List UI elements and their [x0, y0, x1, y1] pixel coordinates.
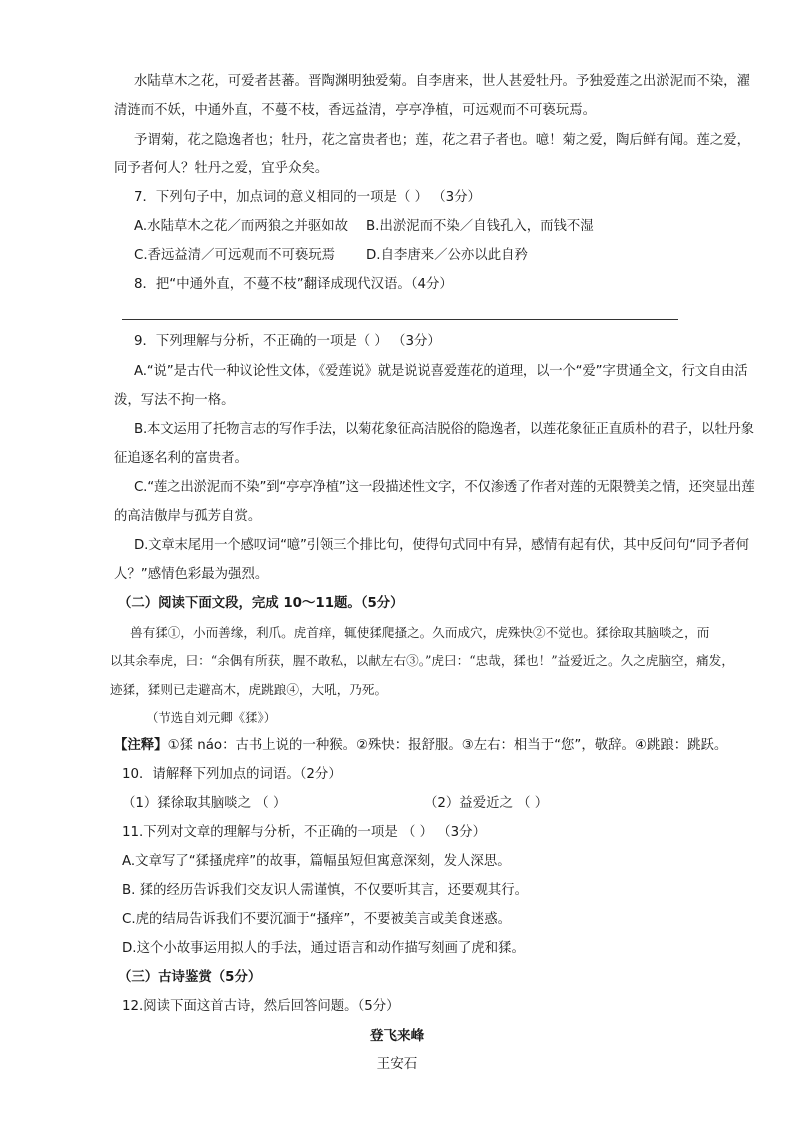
question-12-stem: 12.阅读下面这首古诗，然后回答问题。（5分）	[122, 999, 400, 1014]
annotation-text: ①猱 náo：古书上说的一种猴。②殊快：报舒服。③左右：相当于“您”，敬辞。④跳踉：跳跃。	[167, 738, 728, 753]
question-10-item-1: （1）猱徐取其脑啖之 （ ）	[122, 796, 287, 811]
passage-paragraph-2-line-2: 同予者何人？牡丹之爱，宜乎众矣。	[114, 161, 329, 176]
question-7-option-a: A.水陆草木之花／而两狼之并驱如故	[134, 219, 349, 234]
classical-passage-line-3: 迹猱，猱则已走避高木，虎跳踉④，大吼，乃死。	[110, 682, 388, 697]
question-9-stem: 9．下列理解与分析，不正确的一项是（ ） （3分）	[134, 334, 441, 349]
question-7-option-d: D.自李唐来／公亦以此自矜	[366, 248, 528, 263]
question-10-item-2: （2）益爱近之 （ ）	[424, 796, 549, 811]
question-11-option-c: C.虎的结局告诉我们不要沉湎于“搔痒”，不要被美言或美食迷惑。	[122, 912, 512, 927]
passage-source: （节选自刘元卿《猱》）	[146, 710, 277, 725]
question-9-option-d-line-2: 人？”感情色彩最为强烈。	[114, 567, 269, 582]
passage-paragraph-1-line-2: 清涟而不妖，中通外直，不蔓不枝，香远益清，亭亭净植，可远观而不可亵玩焉。	[114, 103, 597, 118]
question-9-option-a-line-1: A.“说”是古代一种议论性文体，《爱莲说》就是说说喜爱莲花的道理，以一个“爱”字贯通全文，行文自由活	[134, 364, 748, 379]
question-9-option-c-line-1: C.“莲之出淤泥而不染”到“亭亭净植”这一段描述性文字，不仅渗透了作者对莲的无限赞美之情，还突显出莲	[134, 480, 755, 495]
question-7-option-c: C.香远益清／可远观而不可亵玩焉	[134, 248, 336, 263]
question-9-option-b-line-1: B.本文运用了托物言志的写作手法，以菊花象征高洁脱俗的隐逸者，以莲花象征正直质朴的君子，以牡丹象	[134, 422, 754, 437]
question-10-stem: 10．请解释下列加点的词语。（2分）	[122, 767, 342, 782]
classical-passage-line-2: 以其余奉虎，曰：“余偶有所获，腥不敢私，以献左右③。”虎曰：“忠哉，猱也！”益爱近之。久之虎脑空，痛发，	[110, 653, 734, 668]
question-8-stem: 8．把“中通外直，不蔓不枝”翻译成现代汉语。（4分）	[134, 277, 453, 292]
classical-passage-line-1: 兽有猱①，小而善缘，利爪。虎首痒，辄使猱爬搔之。久而成穴，虎殊快②不觉也。猱徐取其脑啖之，而	[130, 625, 710, 640]
question-11-option-d: D.这个小故事运用拟人的手法，通过语言和动作描写刻画了虎和猱。	[122, 941, 525, 956]
section-2-heading: （二）阅读下面文段，完成 10～11题。（5分）	[118, 596, 404, 611]
poem-author: 王安石	[376, 1056, 418, 1072]
annotation-label: 【注释】	[114, 738, 168, 753]
question-11-option-a: A.文章写了“猱搔虎痒”的故事，篇幅虽短但寓意深刻，发人深思。	[122, 854, 511, 869]
question-11-option-b: B. 猱的经历告诉我们交友识人需谨慎，不仅要听其言，还要观其行。	[122, 883, 529, 898]
question-7-option-b: B.出淤泥而不染／自钱孔入，而钱不湿	[366, 219, 594, 234]
question-9-option-c-line-2: 的高洁傲岸与孤芳自赏。	[114, 509, 262, 524]
question-7-stem: 7．下列句子中，加点词的意义相同的一项是（ ） （3分）	[134, 190, 481, 205]
question-9-option-a-line-2: 泼，写法不拘一格。	[114, 393, 235, 408]
poem-title: 登飞来峰	[369, 1028, 425, 1044]
question-9-option-d-line-1: D.文章末尾用一个感叹词“噫”引领三个排比句，使得句式同中有异，感情有起有伏，其中反问句“同予者何	[134, 538, 749, 553]
section-3-heading: （三）古诗鉴赏（5分）	[118, 970, 262, 985]
question-11-stem: 11.下列对文章的理解与分析，不正确的一项是 （ ） （3分）	[122, 825, 486, 840]
question-9-option-b-line-2: 征追逐名利的富贵者。	[114, 451, 248, 466]
passage-paragraph-2-line-1: 予谓菊，花之隐逸者也；牡丹，花之富贵者也；莲，花之君子者也。噫！菊之爱，陶后鲜有闻。莲之爱，	[134, 133, 750, 148]
answer-line	[122, 319, 678, 320]
passage-paragraph-1-line-1: 水陆草木之花，可爱者甚蕃。晋陶渊明独爱菊。自李唐来，世人甚爱牡丹。予独爱莲之出淤泥而不染，濯	[134, 74, 750, 89]
annotation	[114, 736, 728, 756]
